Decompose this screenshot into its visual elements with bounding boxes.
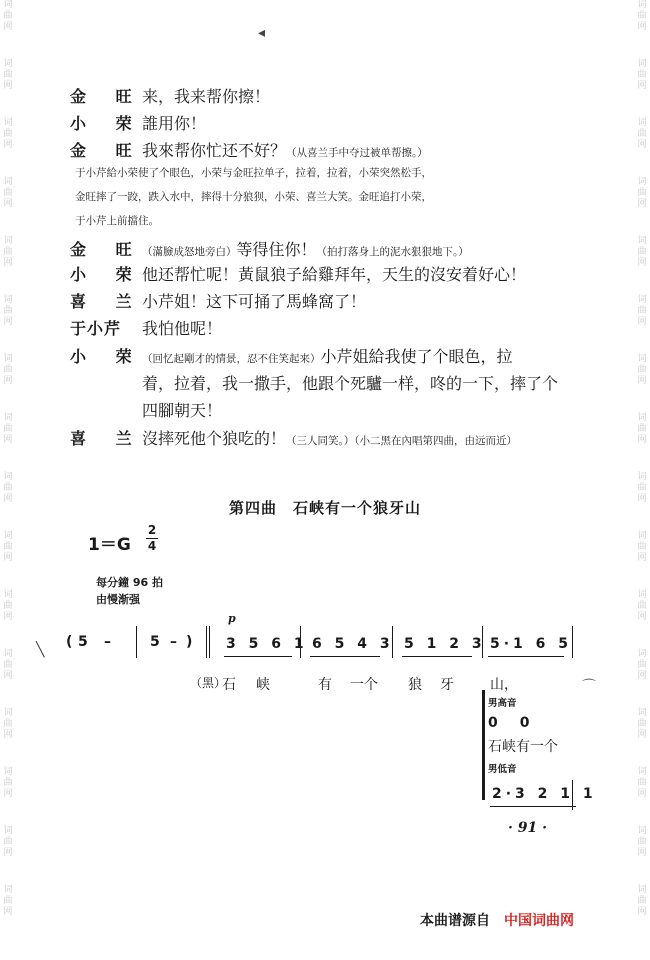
watermark-text: 词 曲 网 xyxy=(3,0,13,32)
watermark-text: 词 曲 网 xyxy=(3,295,13,327)
watermark-text: 词 曲 网 xyxy=(3,59,13,91)
watermark-text: 词 曲 网 xyxy=(637,649,647,681)
song-title: 第四曲 石峡有一个狼牙山 xyxy=(228,499,421,517)
part-bracket xyxy=(482,690,485,800)
bass-notes: 2·3 2 1 1 xyxy=(492,786,597,802)
speaker-name: 金 旺 xyxy=(70,141,144,160)
key-signature: 1＝G xyxy=(88,535,131,555)
watermark-text: 词 曲 网 xyxy=(637,413,647,445)
measure-notes: 5 1 2 3 xyxy=(404,636,486,652)
dialogue-text: 着，拉着，我一撒手，他跟个死驢一样，咚的一下，摔了个 xyxy=(142,374,559,393)
stage-direction-line: 于小芹給小荣使了个眼色，小荣与金旺拉单子，拉着，拉着，小荣突然松手， xyxy=(75,167,432,179)
scan-mark: ╲ xyxy=(36,642,45,658)
watermark-right xyxy=(636,0,648,944)
lyric-syllable: 狼 xyxy=(408,677,422,693)
intro-dash: – xyxy=(170,634,181,650)
time-signature xyxy=(146,524,158,553)
speaker-name: 于小芹 xyxy=(70,319,122,338)
barline xyxy=(209,626,210,658)
beam-line xyxy=(224,656,292,657)
watermark-left xyxy=(2,0,14,944)
intro-open-paren: ( xyxy=(66,634,77,650)
stage-note: （从喜兰手中夺过被单帮擦。） xyxy=(286,147,428,159)
dialogue-text: 他还帮忙呢！黃鼠狼子給雞拜年，天生的沒安着好心！ xyxy=(142,265,527,284)
measure-notes: 6 5 4 3 xyxy=(312,636,394,652)
tenor-notes: 0 0 xyxy=(488,715,534,731)
speaker-name: 喜 兰 xyxy=(70,429,144,448)
dialogue-text xyxy=(142,138,428,161)
stage-note: （拍打落身上的泥水狠狠地下。） xyxy=(316,246,469,258)
page-number: · 91 · xyxy=(508,820,547,836)
stage-note: （滿臉成怒地旁白） xyxy=(142,246,237,258)
watermark-text: 词 曲 网 xyxy=(637,354,647,386)
speaker-name: 金 旺 xyxy=(70,240,144,259)
intro-note: 5 xyxy=(150,634,164,650)
barline xyxy=(392,626,393,658)
barline xyxy=(572,626,573,658)
lyric-syllable: 有 xyxy=(318,677,332,693)
watermark-text: 词 曲 网 xyxy=(637,590,647,622)
beam-line xyxy=(490,806,576,807)
intro-close-paren: ) xyxy=(186,634,197,650)
dialogue-text xyxy=(142,344,513,367)
tempo-marking: 每分鐘 96 拍 xyxy=(96,576,163,589)
tempo-marking: 由慢渐强 xyxy=(96,593,140,606)
watermark-text: 词 曲 网 xyxy=(637,177,647,209)
watermark-text: 词 曲 网 xyxy=(3,354,13,386)
measure-notes: 5·1 6 5 xyxy=(490,636,573,652)
speaker-name: 小 荣 xyxy=(70,347,144,366)
intro-note: 5 xyxy=(78,634,92,650)
bass-label: 男低音 xyxy=(488,764,517,775)
beam-line xyxy=(310,656,380,657)
stage-direction-line: 于小芹上前擋住。 xyxy=(75,215,159,227)
source-credit xyxy=(420,910,574,930)
watermark-text: 词 曲 网 xyxy=(3,236,13,268)
barline xyxy=(572,780,573,810)
lyric-syllable: 一个 xyxy=(350,677,378,693)
dialogue-text: 四腳朝天！ xyxy=(142,401,223,420)
watermark-text: 词 曲 网 xyxy=(3,826,13,858)
dialogue-text-main: 小芹姐給我使了个眼色，拉 xyxy=(320,347,513,366)
source-site-link[interactable]: 中国词曲网 xyxy=(504,913,574,929)
watermark-text: 词 曲 网 xyxy=(3,177,13,209)
dialogue-text-main: 等得住你！ xyxy=(236,240,317,259)
speaker-name: 小 荣 xyxy=(70,265,144,284)
watermark-text: 词 曲 网 xyxy=(637,531,647,563)
watermark-text: 词 曲 网 xyxy=(3,472,13,504)
watermark-text: 词 曲 网 xyxy=(3,118,13,150)
barline xyxy=(136,626,137,658)
dialogue-text: 来，我来帮你擦！ xyxy=(142,87,271,106)
stage-note: （三人同笑。）（小二黑在內唱第四曲，由远而近） xyxy=(286,435,518,447)
dynamic-marking: p xyxy=(228,612,236,625)
source-text: 本曲谱源自 xyxy=(420,913,490,929)
dialogue-text xyxy=(142,237,469,260)
lyric-syllable: 山， xyxy=(490,677,518,693)
dialogue-text-main: 沒摔死他个狼吃的！ xyxy=(142,429,287,448)
beam-line xyxy=(488,656,564,657)
watermark-text: 词 曲 网 xyxy=(637,295,647,327)
measure-notes: 3 5 6 1 xyxy=(226,636,308,652)
scan-mark: ◂ xyxy=(258,25,266,41)
dialogue-text xyxy=(142,426,517,449)
intro-dash: – xyxy=(104,634,115,650)
watermark-text: 词 曲 网 xyxy=(637,826,647,858)
watermark-text: 词 曲 网 xyxy=(3,885,13,917)
speaker-name: 金 旺 xyxy=(70,87,144,106)
dialogue-text: 誰用你！ xyxy=(142,114,207,133)
watermark-text: 词 曲 网 xyxy=(637,885,647,917)
barline xyxy=(300,626,301,658)
time-signature-bottom: 4 xyxy=(147,539,157,553)
time-signature-top: 2 xyxy=(147,523,157,537)
dialogue-text: 我怕他呢！ xyxy=(142,319,223,338)
watermark-text: 词 曲 网 xyxy=(3,649,13,681)
watermark-text: 词 曲 网 xyxy=(637,118,647,150)
watermark-text: 词 曲 网 xyxy=(3,590,13,622)
watermark-text: 词 曲 网 xyxy=(3,708,13,740)
lyric-syllable: 峡 xyxy=(256,677,270,693)
dialogue-text: 小芹姐！这下可捅了馬蜂窩了！ xyxy=(142,292,367,311)
watermark-text: 词 曲 网 xyxy=(637,472,647,504)
barline xyxy=(482,626,483,658)
stage-note: （回忆起剛才的情景，忍不住笑起来） xyxy=(142,353,321,365)
barline xyxy=(206,626,207,658)
beam-line xyxy=(402,656,472,657)
tenor-lyrics: 石峡有一个 xyxy=(488,739,558,755)
watermark-text: 词 曲 网 xyxy=(637,708,647,740)
watermark-text: 词 曲 网 xyxy=(3,767,13,799)
watermark-text: 词 曲 网 xyxy=(637,59,647,91)
watermark-text: 词 曲 网 xyxy=(3,531,13,563)
watermark-text: 词 曲 网 xyxy=(637,236,647,268)
speaker-name: 小 荣 xyxy=(70,114,144,133)
watermark-text: 词 曲 网 xyxy=(3,413,13,445)
scan-mark: ⌒ xyxy=(582,679,596,695)
stage-direction-line: 金旺摔了一跤，跌入水中，摔得十分狼狈，小荣、喜兰大笑。金旺追打小荣， xyxy=(75,191,432,203)
watermark-text: 词 曲 网 xyxy=(637,767,647,799)
lyric-syllable: 石 xyxy=(222,677,236,693)
speaker-name: 喜 兰 xyxy=(70,292,144,311)
watermark-text: 词 曲 网 xyxy=(637,0,647,32)
lyric-syllable: 牙 xyxy=(440,677,454,693)
dialogue-text-main: 我來帮你忙还不好？ xyxy=(142,141,287,160)
lyric-part-label: （黑） xyxy=(190,676,227,690)
tenor-label: 男高音 xyxy=(488,698,517,709)
